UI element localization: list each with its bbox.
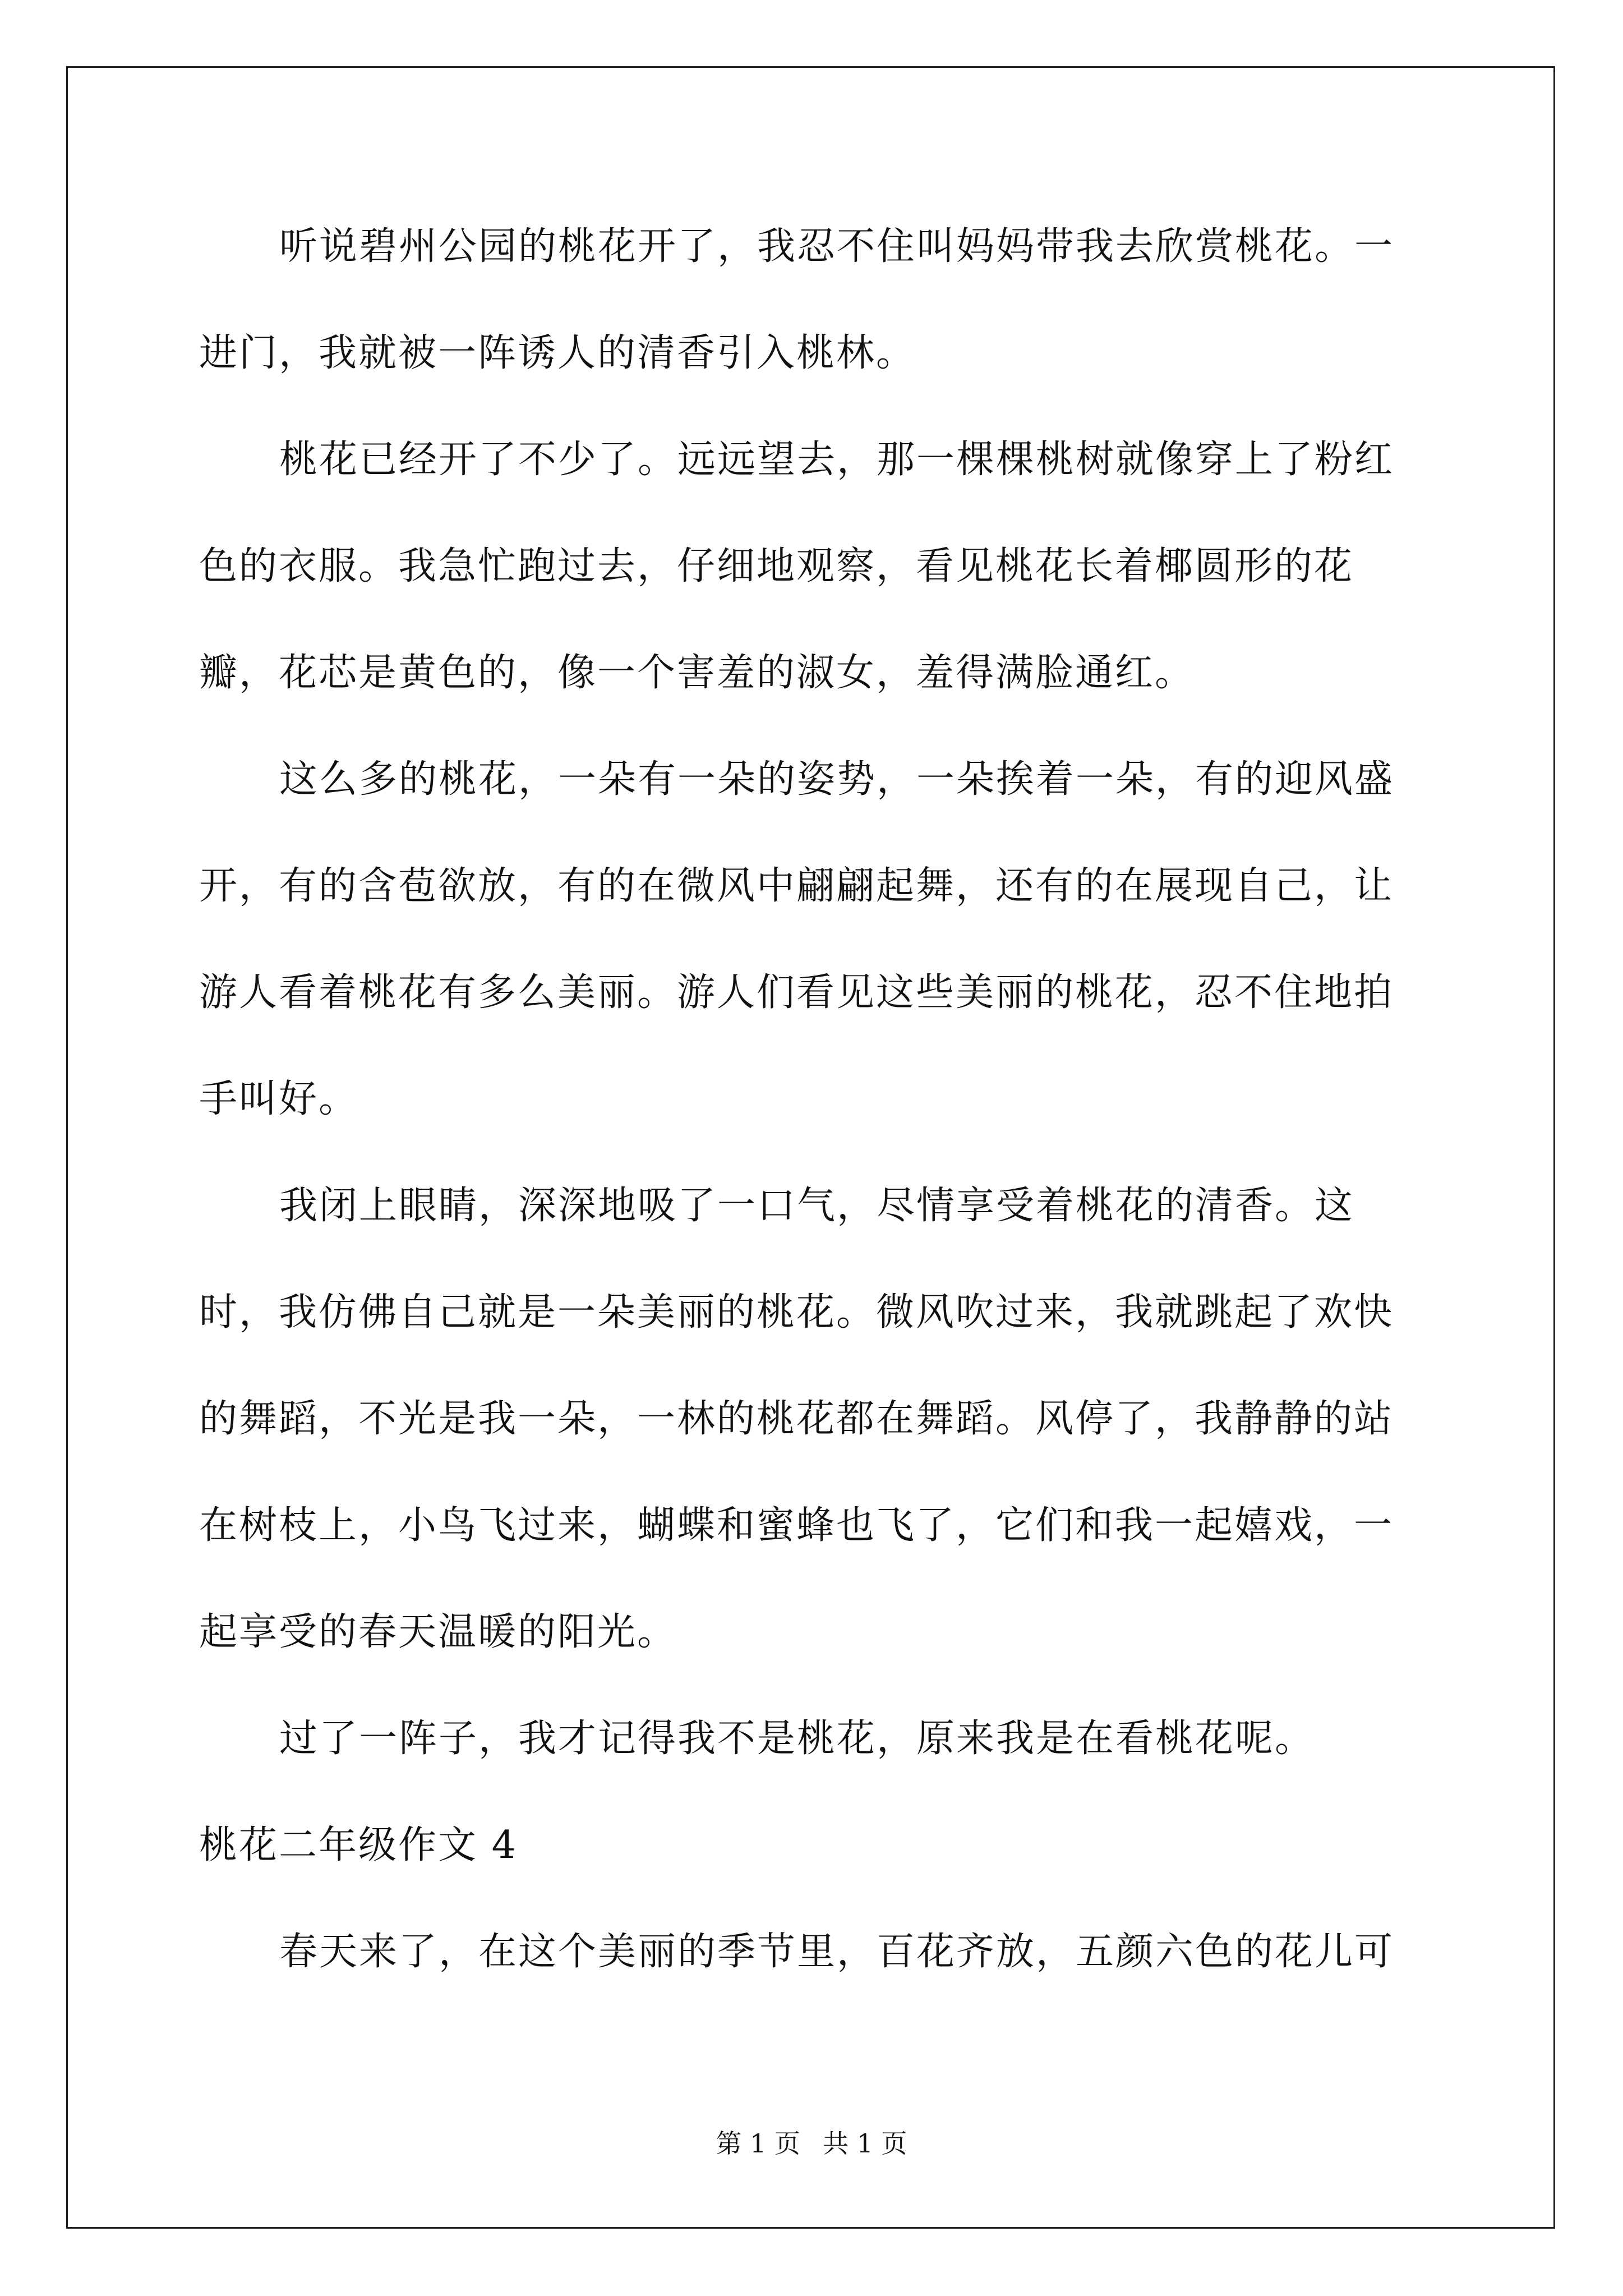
paragraph-5: 过了一阵子，我才记得我不是桃花，原来我是在看桃花呢。 [279,1717,1315,1761]
section-heading: 桃花二年级作文 4 [199,1823,518,1867]
page-number: 第 1 页 [716,2128,800,2159]
paragraph-3: 这么多的桃花，一朵有一朵的姿势，一朵挨着一朵，有的迎风盛开，有的含苞欲放，有的在微风中翩翩起舞，还有的在展现自己，让游人看着桃花有多么美丽。游人们看见这些美丽的桃花，忍不住地拍手叫好。 [199,757,1395,1121]
page-footer [0,2123,1623,2160]
page-total: 共 1 页 [823,2128,907,2159]
paragraph-6: 春天来了，在这个美丽的季节里，百花齐放，五颜六色的花儿可 [279,1930,1395,1974]
paragraph-1: 听说碧州公园的桃花开了，我忍不住叫妈妈带我去欣赏桃花。一进门，我就被一阵诱人的清香引入桃林。 [199,224,1395,375]
paragraph-2: 桃花已经开了不少了。远远望去，那一棵棵桃树就像穿上了粉红色的衣服。我急忙跑过去，仔细地观察，看见桃花长着椰圆形的花瓣，花芯是黄色的，像一个害羞的淑女，羞得满脸通红。 [199,438,1395,695]
paragraph-4: 我闭上眼睛，深深地吸了一口气，尽情享受着桃花的清香。这时，我仿佛自己就是一朵美丽的桃花。微风吹过来，我就跳起了欢快的舞蹈，不光是我一朵，一林的桃花都在舞蹈。风停了，我静静的站在树枝上，小鸟飞过来，蝴蝶和蜜蜂也飞了，它们和我一起嬉戏，一起享受的春天温暖的阳光。 [199,1184,1394,1654]
document-body [199,194,1422,2005]
